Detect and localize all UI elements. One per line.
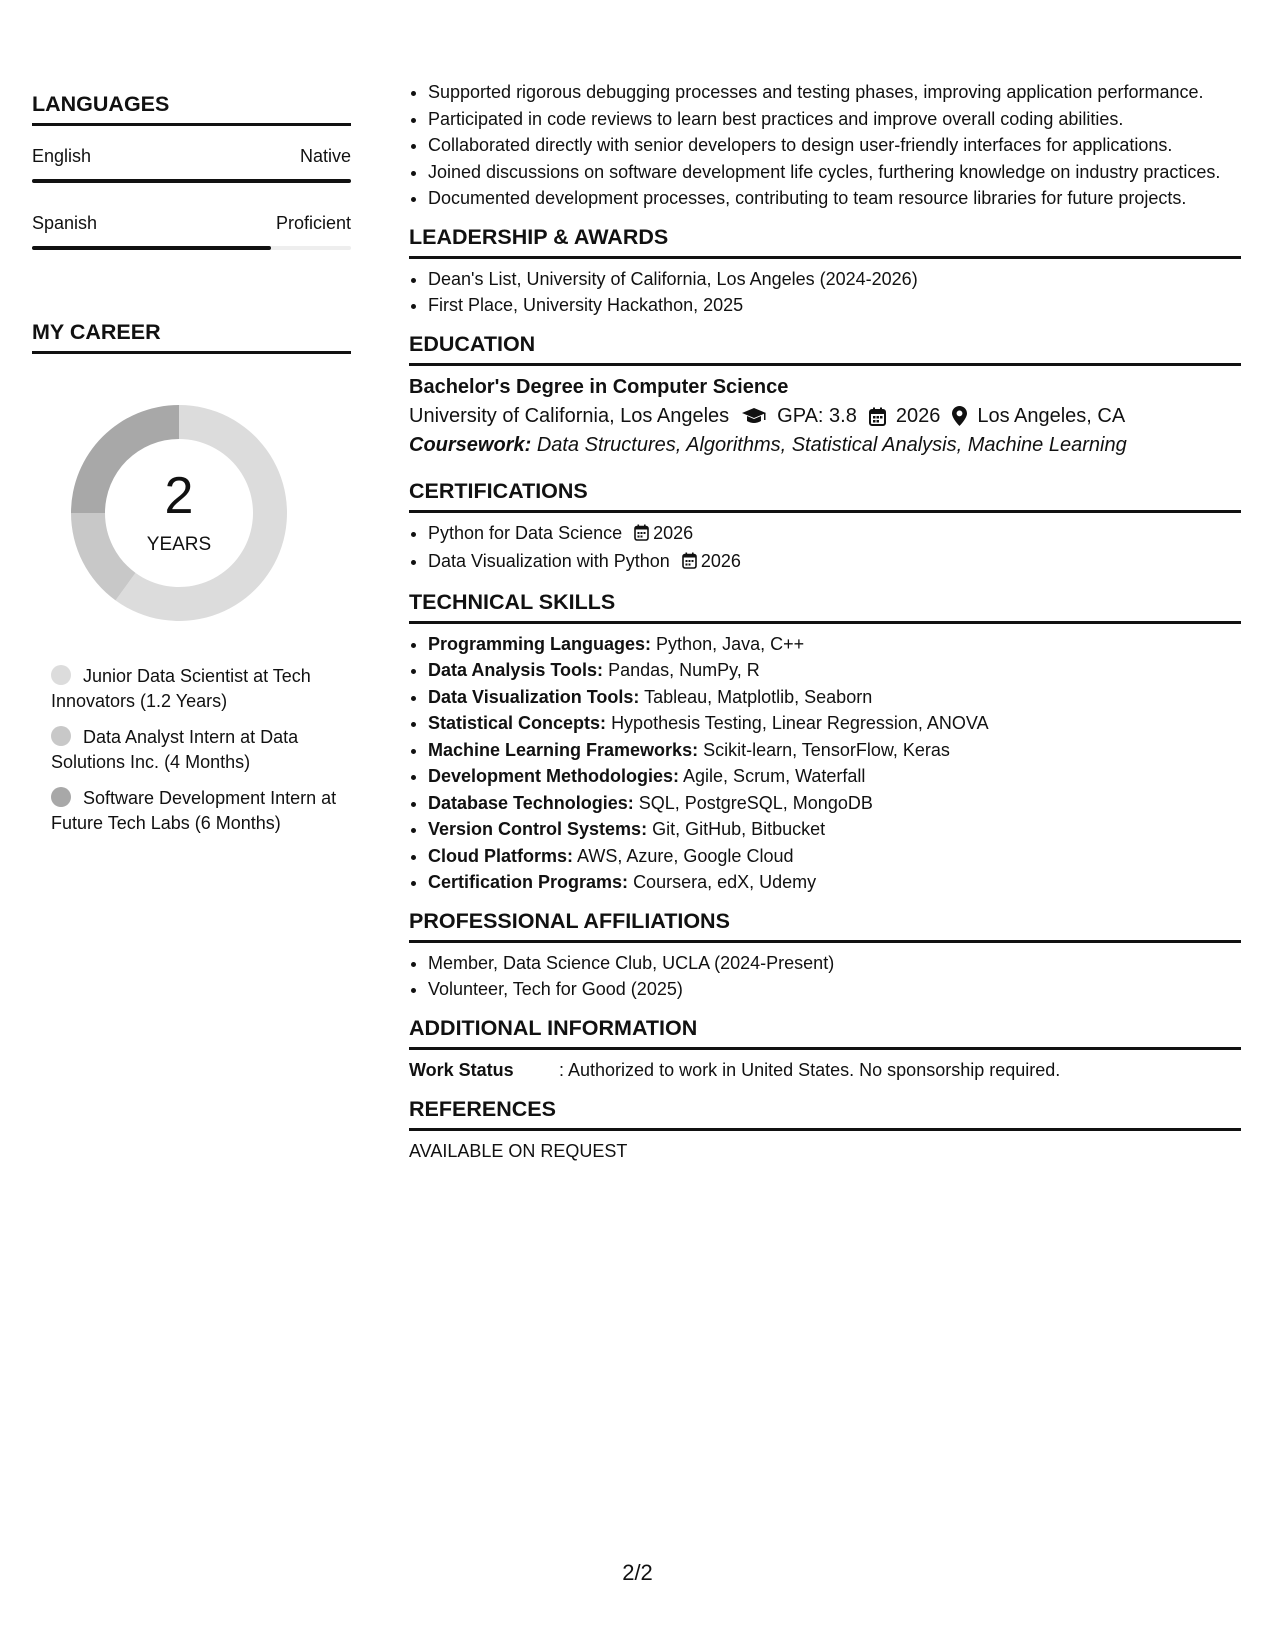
skill-label: Certification Programs: [428,872,629,892]
skill-label: Version Control Systems: [428,819,648,839]
skill-label: Data Analysis Tools: [428,660,604,680]
list-item [428,870,1241,895]
list-item: • Joined discussions on software development life cycles, furthering knowledge on industry practices. [428,160,1241,185]
list-item [428,632,1241,657]
language-proficiency-fill [32,179,351,183]
certification-year: 2026 [700,551,741,571]
work-status-row [409,1060,1241,1081]
skill-label: Database Technologies: [428,792,634,813]
list-item [428,549,1241,576]
skill-label: Programming Languages: [428,633,652,654]
skill-label: Development Methodologies: [428,766,680,786]
skill-value: Git, GitHub, Bitbucket [652,819,826,839]
language-name: Spanish [32,213,98,233]
references-text: AVAILABLE ON REQUEST [409,1140,628,1161]
career-legend-label: Software Development Intern at Future Tech Labs (6 Months) [51,788,337,833]
list-item [428,658,1241,683]
certifications-heading: CERTIFICATIONS [409,479,1241,513]
list-item: • Volunteer, Tech for Good (2025) [428,977,1241,1002]
language-item-spanish [32,213,351,250]
career-legend-label: Junior Data Scientist at Tech Innovators (1.2 Years) [51,666,311,711]
leadership-list [409,267,1241,318]
career-legend-item [51,786,341,835]
languages-heading: LANGUAGES [32,92,351,126]
career-total-number: 2 [164,467,194,525]
list-item: • Documented development processes, contributing to team resource libraries for future projects. [428,186,1241,211]
location-pin-icon [952,406,967,426]
experience-bullets [409,80,1241,211]
work-status-label: Work Status [409,1059,514,1080]
affiliations-list [409,951,1241,1002]
calendar-icon [682,551,697,576]
education-coursework [409,434,1241,457]
affiliations-heading: PROFESSIONAL AFFILIATIONS [409,909,1241,943]
language-level: Native [299,146,351,166]
skill-value: Agile, Scrum, Waterfall [683,766,866,786]
calendar-icon [634,523,649,548]
list-item [428,685,1241,710]
skill-value: Tableau, Matplotlib, Seaborn [644,686,873,707]
career-legend [51,664,341,835]
additional-info-heading: ADDITIONAL INFORMATION [409,1016,1241,1050]
list-item [428,791,1241,816]
list-item: • Participated in code reviews to learn best practices and improve overall coding abilities. [428,107,1241,132]
legend-dot [51,665,71,685]
leadership-heading: LEADERSHIP & AWARDS [409,225,1241,259]
main-content [409,80,1241,1162]
list-item: • Dean's List, University of California, Los Angeles (2024-2026) [428,267,1241,292]
sidebar [32,92,351,847]
education-details [409,405,1241,428]
education-heading: EDUCATION [409,332,1241,366]
skill-value: AWS, Azure, Google Cloud [577,845,794,866]
education-degree: Bachelor's Degree in Computer Science [409,375,789,398]
list-item [428,738,1241,763]
list-item: • Member, Data Science Club, UCLA (2024-Present) [428,951,1241,976]
legend-dot [51,787,71,807]
career-heading: MY CAREER [32,320,351,354]
graduation-cap-icon [741,407,767,425]
career-donut-chart [64,398,294,628]
list-item [428,521,1241,548]
list-item [428,711,1241,736]
list-item [428,764,1241,789]
skill-label: Data Visualization Tools: [428,686,640,707]
skill-label: Cloud Platforms: [428,845,574,866]
skills-heading: TECHNICAL SKILLS [409,590,1241,624]
certifications-list [409,521,1241,576]
language-proficiency-fill [32,246,271,250]
list-item [428,844,1241,869]
list-item: • Supported rigorous debugging processes and testing phases, improving application performance. [428,80,1241,105]
legend-dot [51,726,71,746]
references-heading: REFERENCES [409,1097,1241,1131]
education-location: Los Angeles, CA [977,404,1126,427]
certification-name: Python for Data Science [428,522,623,543]
certification-year: 2026 [653,522,694,543]
skill-value: SQL, PostgreSQL, MongoDB [638,792,873,813]
language-level: Proficient [275,213,351,233]
certification-name: Data Visualization with Python [428,551,670,571]
calendar-icon [869,407,886,426]
career-legend-label: Data Analyst Intern at Data Solutions Inc. (4 Months) [51,727,299,772]
skill-value: Python, Java, C++ [656,633,805,654]
education-year: 2026 [895,404,941,427]
skill-label: Statistical Concepts: [428,713,607,733]
skills-list [409,632,1241,895]
career-total-unit: YEARS [146,534,212,555]
language-proficiency-bar [32,246,351,250]
list-item: • Collaborated directly with senior developers to design user-friendly interfaces for applications. [428,133,1241,158]
language-name: English [32,146,92,166]
skill-label: Machine Learning Frameworks: [428,739,699,760]
list-item [428,817,1241,842]
page-number: 2/2 [622,1560,653,1585]
work-status-value: : Authorized to work in United States. No sponsorship required. [559,1059,1061,1080]
skill-value: Coursera, edX, Udemy [633,872,817,892]
list-item: • First Place, University Hackathon, 2025 [428,293,1241,318]
skill-value: Hypothesis Testing, Linear Regression, ANOVA [611,713,989,733]
education-school: University of California, Los Angeles [409,404,730,427]
skill-value: Scikit-learn, TensorFlow, Keras [703,739,950,760]
education-gpa: GPA: 3.8 [777,404,857,427]
career-legend-item [51,725,341,774]
career-legend-item [51,664,341,713]
coursework-value: Data Structures, Algorithms, Statistical Analysis, Machine Learning [536,433,1127,456]
coursework-label: Coursework: [409,433,532,456]
language-proficiency-bar [32,179,351,183]
skill-value: Pandas, NumPy, R [608,660,760,680]
language-item-english [32,146,351,183]
